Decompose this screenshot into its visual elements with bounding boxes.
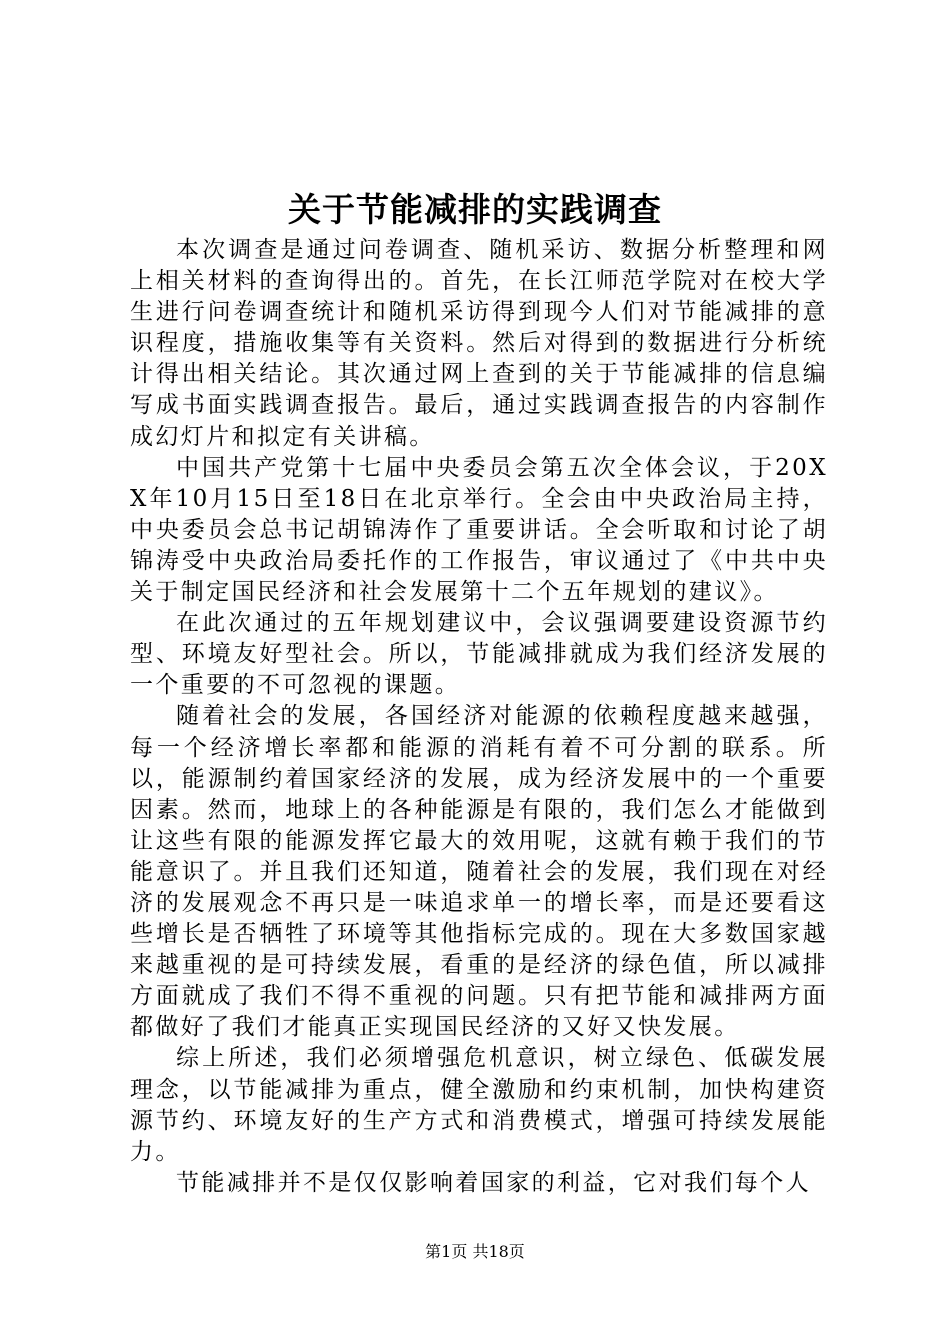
paragraph-2: 中国共产党第十七届中央委员会第五次全体会议，于20XX年10月15日至18日在北京举行。全会由中央政治局主持，中央委员会总书记胡锦涛作了重要讲话。全会听取和讨论了胡锦涛受中央政治局委托作的工作报告，审议通过了《中共中央关于制定国民经济和社会发展第十二个五年规划的建议》。 (130, 454, 828, 606)
paragraph-1: 本次调查是通过问卷调查、随机采访、数据分析整理和网上相关材料的查询得出的。首先，在长江师范学院对在校大学生进行问卷调查统计和随机采访得到现今人们对节能减排的意识程度，措施收集等有关资料。然后对得到的数据进行分析统计得出相关结论。其次通过网上查到的关于节能减排的信息编写成书面实践调查报告。最后，通过实践调查报告的内容制作成幻灯片和拟定有关讲稿。 (130, 237, 828, 450)
document-body (130, 235, 828, 1199)
paragraph-3: 在此次通过的五年规划建议中，会议强调要建设资源节约型、环境友好型社会。所以，节能减排就成为我们经济发展的一个重要的不可忽视的课题。 (130, 610, 828, 699)
document-title: 关于节能减排的实践调查 (288, 190, 662, 229)
paragraph-5: 综上所述，我们必须增强危机意识，树立绿色、低碳发展理念，以节能减排为重点，健全激励和约束机制，加快构建资源节约、环境友好的生产方式和消费模式，增强可持续发展能力。 (130, 1045, 828, 1165)
page-number-footer: 第1页 共18页 (425, 1242, 525, 1261)
paragraph-6: 节能减排并不是仅仅影响着国家的利益，它对我们每个人 (176, 1169, 811, 1196)
paragraph-4: 随着社会的发展，各国经济对能源的依赖程度越来越强，每一个经济增长率都和能源的消耗有着不可分割的联系。所以，能源制约着国家经济的发展，成为经济发展中的一个重要因素。然而，地球上的各种能源是有限的，我们怎么才能做到让这些有限的能源发挥它最大的效用呢，这就有赖于我们的节能意识了。并且我们还知道，随着社会的发展，我们现在对经济的发展观念不再只是一味追求单一的增长率，而是还要看这些增长是否牺牲了环境等其他指标完成的。现在大多数国家越来越重视的是可持续发展，看重的是经济的绿色值，所以减排方面就成了我们不得不重视的问题。只有把节能和减排两方面都做好了我们才能真正实现国民经济的又好又快发展。 (130, 703, 828, 1041)
